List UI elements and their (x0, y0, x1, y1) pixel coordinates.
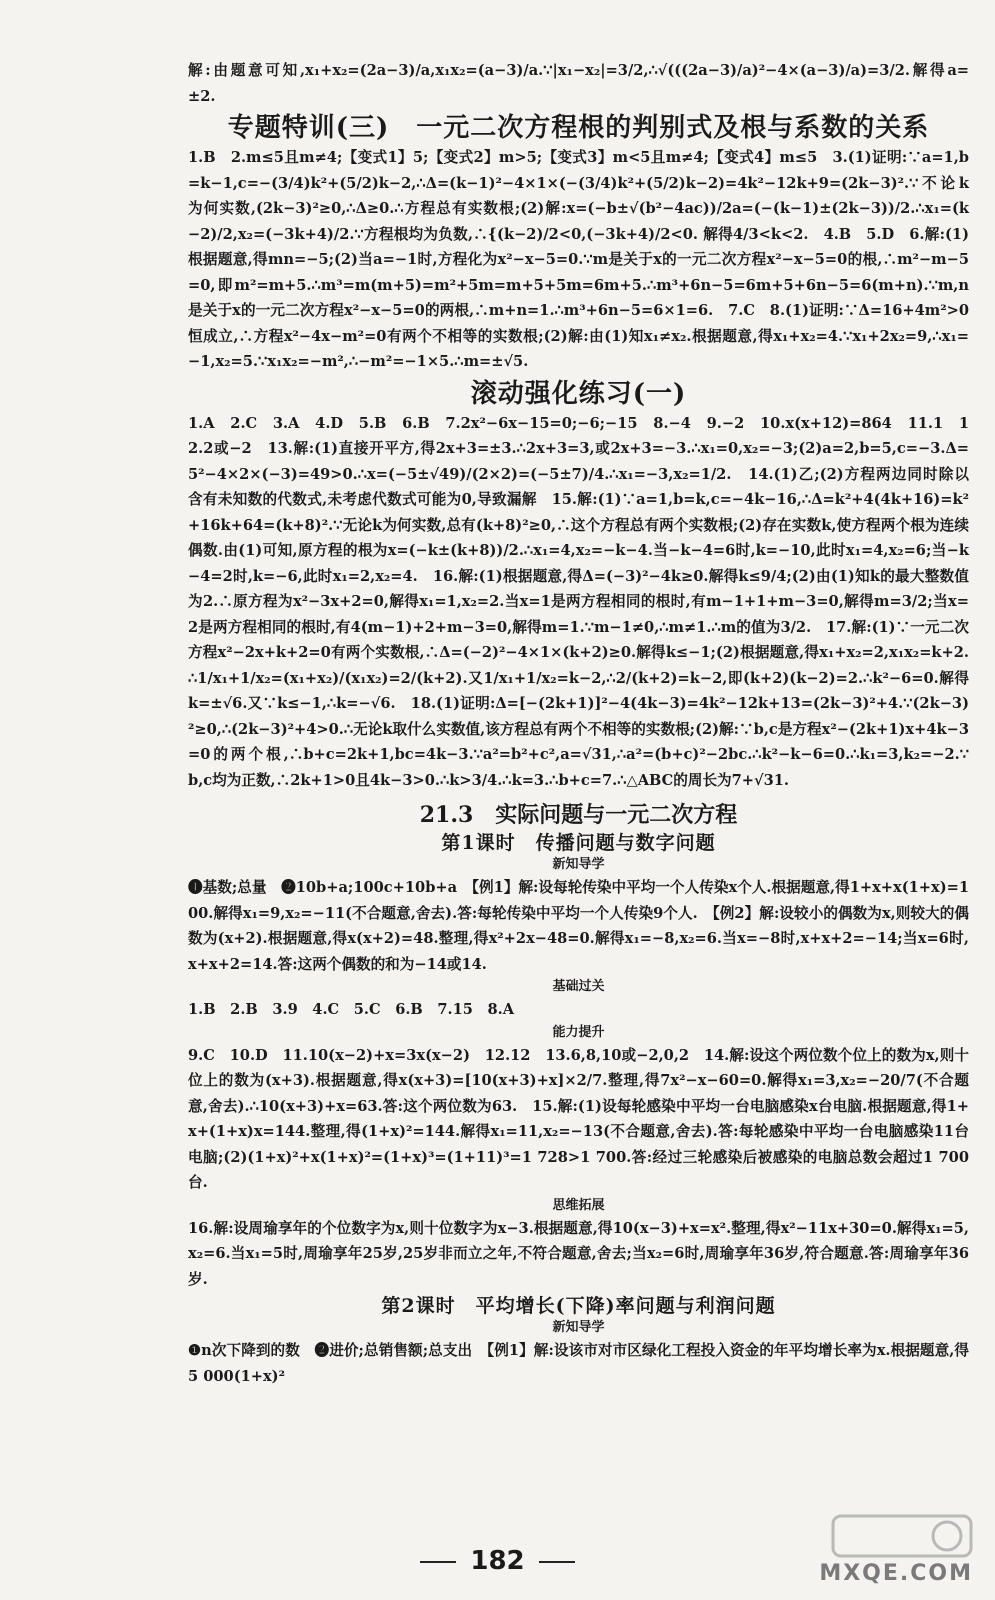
answer-block-rolling-practice: 1.A 2.C 3.A 4.D 5.B 6.B 7.2x²−6x−15=0;−6;−15 8.−4 9.−2 10.x(x+12)=864 11.1 12.2或−2 13.解:(1)直接开平方,得2x+3=±3.∴2x+3=3,或2x+3=−3.∴x₁=0,x₂=−3;(2)a=2,b=5,c=−3.Δ=5²−4×2×(−3)=49>0.∴x=(−5±√49)/(2×2)=(−5±7)/4.∴x₁=−3,x₂=1/2. 14.(1)乙;(2)方程两边同时除以含有未知数的代数式,未考虑代数式可能为0,导致漏解 15.解:(1)∵a=1,b=k,c=−4k−16,∴Δ=k²+4(4k+16)=k²+16k+64=(k+8)².∵无论k为何实数,总有(k+8)²≥0,∴这个方程总有两个实数根;(2)存在实数k,使方程两个根为连续偶数.由(1)可知,原方程的根为x=(−k±(k+8))/2.∴x₁=4,x₂=−k−4.当−k−4=6时,k=−10,此时x₁=4,x₂=6;当−k−4=2时,k=−6,此时x₁=2,x₂=4. 16.解:(1)根据题意,得Δ=(−3)²−4k≥0.解得k≤9/4;(2)由(1)知k的最大整数值为2.∴原方程为x²−3x+2=0,解得x₁=1,x₂=2.当x=1是两方程相同的根时,有m−1+1+m−3=0,解得m=3/2;当x=2是两方程相同的根时,有4(m−1)+2+m−3=0,解得m=1.∵m−1≠0,∴m≠1.∴m的值为3/2. 17.解:(1)∵一元二次方程x²−2x+k+2=0有两个实数根,∴Δ=(−2)²−4×1×(k+2)≥0.解得k≤−1;(2)根据题意,得x₁+x₂=2,x₁x₂=k+2.∴1/x₁+1/x₂=(x₁+x₂)/(x₁x₂)=2/(k+2).又1/x₁+1/x₂=k−2,∴2/(k+2)=k−2,即(k+2)(k−2)=2.∴k²−6=0.解得k=±√6.又∵k≤−1,∴k=−√6. 18.(1)证明:Δ=[−(2k+1)]²−4(4k−3)=4k²−12k+13=(2k−3)²+4.∵(2k−3)²≥0,∴(2k−3)²+4>0.∴无论k取什么实数值,该方程总有两个不相等的实数根;(2)解:∵b,c是方程x²−(2k+1)x+4k−3=0的两个根,∴b+c=2k+1,bc=4k−3.∵a²=b²+c²,a=√31,∴a²=(b+c)²−2bc.∴k²−k−6=0.∴k₁=3,k₂=−2.∵b,c均为正数,∴2k+1>0且4k−3>0.∴k>3/4.∴k=3.∴b+c=7.∴△ABC的周长为7+√31. (188, 414, 969, 789)
watermark-text: MXQE.COM (819, 1561, 973, 1586)
answer-block-new-knowledge-2: ❶n次下降到的数 ❷进价;总销售额;总支出 【例1】解:设该市对市区绿化工程投入资金的年平均增长率为x.根据题意,得5 000(1+x)² (188, 1342, 969, 1385)
page-number-left-dash (420, 1561, 456, 1563)
subheading-new-knowledge-1: 新知导学 (552, 857, 605, 872)
section-title: 21.3 实际问题与一元二次方程 (419, 802, 738, 828)
lesson-title-1: 第1课时 传播问题与数字问题 (441, 832, 716, 854)
answer-block-basics: 1.B 2.B 3.9 4.C 5.C 6.B 7.15 8.A (188, 1001, 515, 1018)
special-training-title: 专题特训(三) 一元二次方程根的判别式及根与系数的关系 (227, 113, 930, 143)
subheading-ability: 能力提升 (552, 1024, 605, 1040)
subheading-extension: 思维拓展 (552, 1197, 605, 1213)
subheading-basics: 基础过关 (552, 979, 605, 994)
lesson-title-2: 第2课时 平均增长(下降)率问题与利润问题 (381, 1295, 776, 1317)
page-number-right-dash (539, 1561, 575, 1563)
rolling-practice-title: 滚动强化练习(一) (470, 378, 687, 409)
subheading-new-knowledge-2: 新知导学 (552, 1320, 605, 1335)
answer-block-special-training: 1.B 2.m≤5且m≠4;【变式1】5;【变式2】m>5;【变式3】m<5且m≠4;【变式4】m≤5 3.(1)证明:∵a=1,b=k−1,c=−(3/4)k²+(5/2)k−2,∴Δ=(k−1)²−4×1×(−(3/4)k²+(5/2)k−2)=4k²−12k+9=(2k−3)².∵不论k为何实数,(2k−3)²≥0,∴Δ≥0.∴方程总有实数根;(2)解:x=(−b±√(b²−4ac))/2a=(−(k−1)±(2k−3))/2.∴x₁=(k−2)/2,x₂=(−3k+4)/2.∵方程根均为负数,∴{(k−2)/2<0,(−3k+4)/2<0. 解得4/3<k<2. 4.B 5.D 6.解:(1)根据题意,得mn=−5;(2)当a=−1时,方程化为x²−x−5=0.∵m是关于x的一元二次方程x²−x−5=0的根,∴m²−m−5=0,即m²=m+5.∴m³=m(m+5)=m²+5m=m+5+5m=6m+5.∴m³+6n−5=6m+5+6n−5=6(m+n).∵m,n是关于x的一元二次方程x²−x−5=0的两根,∴m+n=1.∴m³+6n−5=6×1=6. 7.C 8.(1)证明:∵Δ=16+4m²>0恒成立,∴方程x²−4x−m²=0有两个不相等的实数根;(2)解:由(1)知x₁≠x₂.根据题意,得x₁+x₂=4.∵x₁+2x₂=9,∴x₁=−1,x₂=5.∵x₁x₂=−m²,∴−m²=−1×5.∴m=±√5. (188, 149, 969, 370)
answer-block-ability: 9.C 10.D 11.10(x−2)+x=3x(x−2) 12.12 13.6,8,10或−2,0,2 14.解:设这个两位数个位上的数为x,则十位上的数为(x+3).根据题意,得x(x+3)=[10(x+3)+x]×2/7.整理,得7x²−x−60=0.解得x₁=3,x₂=−20/7(不合题意,舍去).∴10(x+3)+x=63.答:这个两位数为63. 15.解:(1)设每轮感染中平均一台电脑感染x台电脑.根据题意,得1+x+(1+x)x=144.整理,得(1+x)²=144.解得x₁=11,x₂=−13(不合题意,舍去).答:每轮感染中平均一台电脑感染11台电脑;(2)(1+x)²+x(1+x)²=(1+x)³=(1+11)³=1 728>1 700.答:经过三轮感染后被感染的电脑总数会超过1 700台. (188, 1046, 969, 1191)
page-number-value: 182 (470, 1546, 525, 1576)
answer-block-extension: 16.解:设周瑜享年的个位数字为x,则十位数字为x−3.根据题意,得10(x−3)+x=x².整理,得x²−11x+30=0.解得x₁=5,x₂=6.当x₁=5时,周瑜享年25岁,25岁非而立之年,不符合题意,舍去;当x₂=6时,周瑜享年36岁,符合题意.答:周瑜享年36岁. (188, 1219, 969, 1288)
answer-block-intro: 解:由题意可知,x₁+x₂=(2a−3)/a,x₁x₂=(a−3)/a.∵|x₁−x₂|=3/2,∴√(((2a−3)/a)²−4×(a−3)/a)=3/2.解得a=±2. (188, 62, 969, 105)
answer-block-new-knowledge-1: ❶基数;总量 ❷10b+a;100c+10b+a 【例1】解:设每轮传染中平均一个人传染x个人.根据题意,得1+x+x(1+x)=100.解得x₁=9,x₂=−11(不合题意,舍去).答:每轮传染中平均一个人传染9个人. 【例2】解:设较小的偶数为x,则较大的偶数为(x+2).根据题意,得x(x+2)=48.整理,得x²+2x−48=0.解得x₁=−8,x₂=6.当x=−8时,x+x+2=−14;当x=6时,x+x+2=14.答:这两个偶数的和为−14或14. (188, 879, 969, 973)
